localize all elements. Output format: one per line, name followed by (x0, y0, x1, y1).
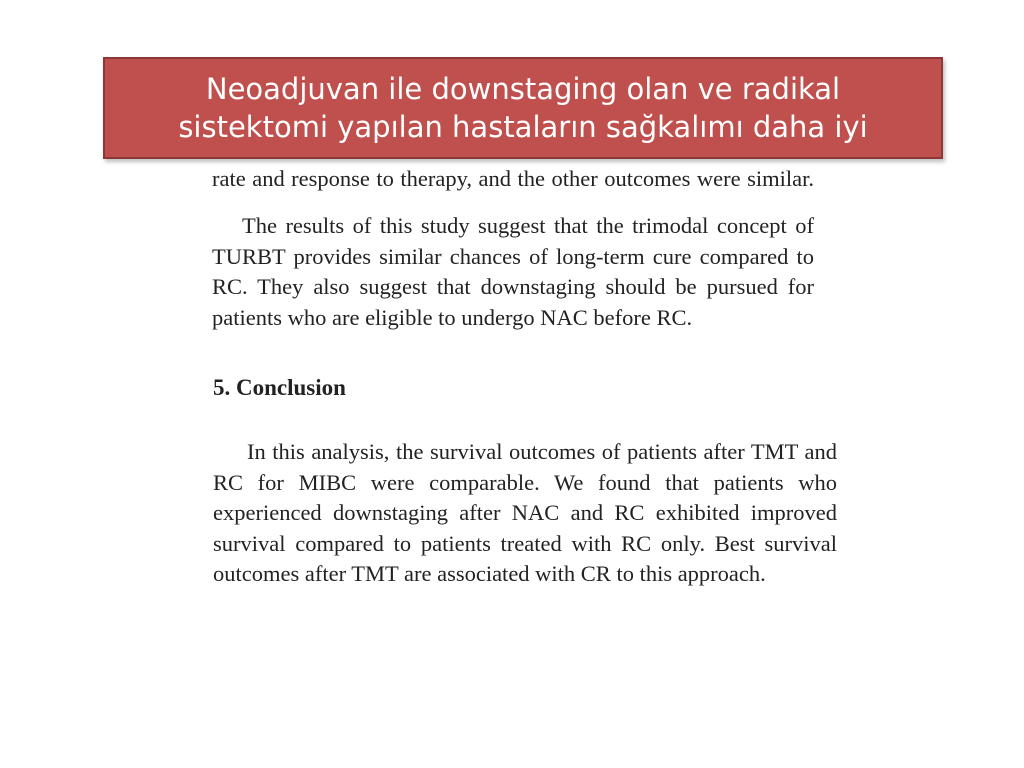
excerpt-cut-off-line (212, 166, 814, 198)
excerpt-paragraph-results: The results of this study suggest that the trimodal concept of TURBT provides similar chances of long-term cure compared to RC. They also suggest that downstaging should be pursued for patients who are eligible to undergo NAC before RC. (212, 213, 814, 330)
excerpt-cut-off-text: rate and response to therapy, and the other outcomes were similar. (212, 166, 814, 191)
section-heading-conclusion: 5. Conclusion (213, 375, 346, 400)
slide-title-line-2: sistektomi yapılan hastaların sağkalımı daha iyi (178, 110, 868, 144)
excerpt-paragraph-conclusion: In this analysis, the survival outcomes of patients after TMT and RC for MIBC were comparable. We found that patients who experienced downstaging after NAC and RC exhibited improved survival compared to patients treated with RC only. Best survival outcomes after TMT are associated with CR to this approach. (213, 439, 837, 586)
slide-title-box (103, 57, 943, 159)
slide-title-line-1: Neoadjuvan ile downstaging olan ve radikal (205, 72, 841, 106)
